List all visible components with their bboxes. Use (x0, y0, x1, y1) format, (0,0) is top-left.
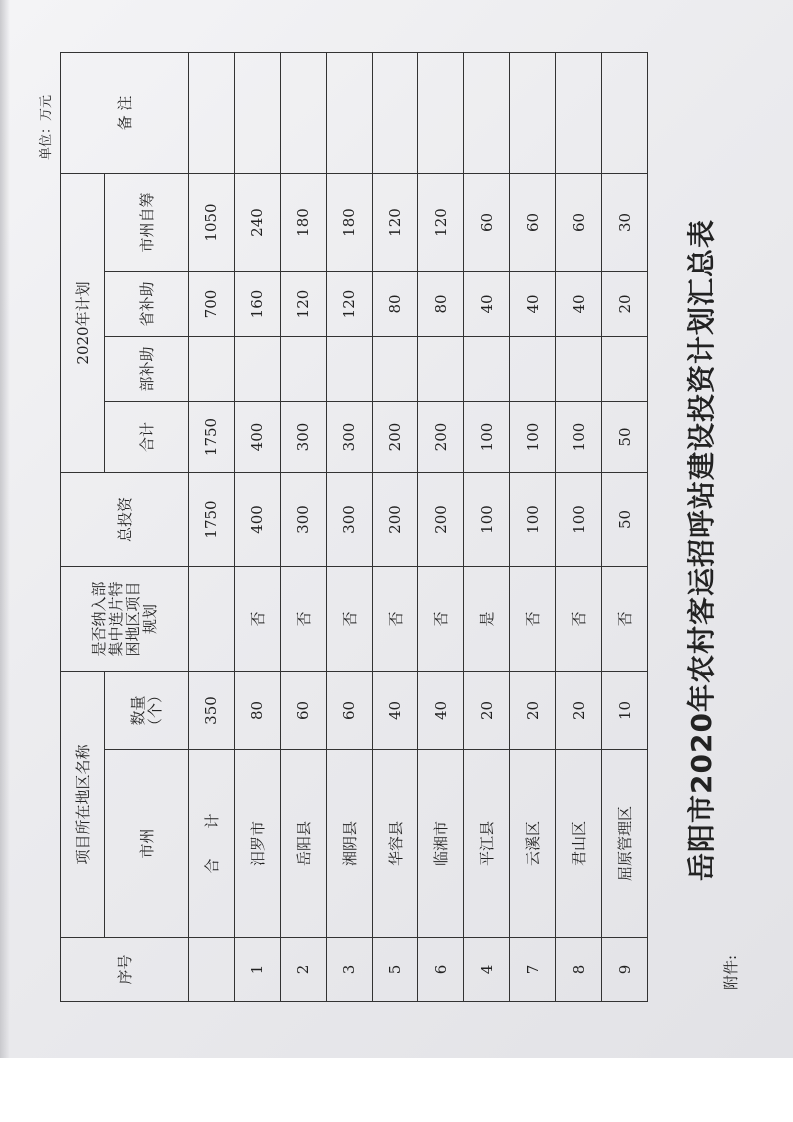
row-city-self-raised: 120 (372, 173, 418, 271)
row-province-subsidy: 40 (556, 271, 602, 336)
row-count: 20 (556, 671, 602, 749)
row-seq: 3 (326, 938, 372, 1002)
row-total-investment: 100 (510, 472, 556, 566)
page-edge-shadow (0, 0, 10, 1058)
row-count: 20 (464, 671, 510, 749)
table-row (602, 52, 648, 1001)
total-plan-total: 1750 (189, 401, 235, 472)
total-investment: 1750 (189, 472, 235, 566)
row-poverty: 否 (602, 566, 648, 671)
header-remarks: 备 注 (61, 52, 189, 173)
row-ministry-subsidy (510, 336, 556, 401)
total-label: 合 计 (189, 750, 235, 938)
row-plan-total: 100 (510, 401, 556, 472)
row-total-investment: 300 (326, 472, 372, 566)
row-total-investment: 300 (280, 472, 326, 566)
row-city-self-raised: 30 (602, 173, 648, 271)
row-seq: 1 (234, 938, 280, 1002)
row-city-self-raised: 60 (510, 173, 556, 271)
row-plan-total: 400 (234, 401, 280, 472)
row-city: 君山区 (556, 750, 602, 938)
header-region-group: 项目所在地区名称 (61, 671, 105, 937)
header-ministry-subsidy: 部补助 (105, 336, 189, 401)
table-row (326, 52, 372, 1001)
table-row (510, 52, 556, 1001)
row-ministry-subsidy (602, 336, 648, 401)
row-poverty: 否 (234, 566, 280, 671)
row-plan-total: 100 (464, 401, 510, 472)
row-poverty: 否 (372, 566, 418, 671)
row-plan-total: 200 (372, 401, 418, 472)
row-poverty: 否 (510, 566, 556, 671)
row-total-investment: 400 (234, 472, 280, 566)
row-city-self-raised: 120 (418, 173, 464, 271)
row-total-investment: 50 (602, 472, 648, 566)
attachment-label: 附件: (722, 954, 740, 990)
row-city-self-raised: 60 (464, 173, 510, 271)
row-remarks (326, 52, 372, 173)
table-row (418, 52, 464, 1001)
header-seq: 序号 (61, 938, 189, 1002)
row-city: 临湘市 (418, 750, 464, 938)
row-seq: 9 (602, 938, 648, 1002)
row-seq: 7 (510, 938, 556, 1002)
header-city-self-raised: 市州自筹 (105, 173, 189, 271)
table-row (556, 52, 602, 1001)
row-province-subsidy: 40 (510, 271, 556, 336)
row-poverty: 否 (280, 566, 326, 671)
row-city-self-raised: 60 (556, 173, 602, 271)
total-province-subsidy: 700 (189, 271, 235, 336)
table-row (372, 52, 418, 1001)
row-seq: 8 (556, 938, 602, 1002)
row-province-subsidy: 20 (602, 271, 648, 336)
row-total-investment: 200 (372, 472, 418, 566)
row-city-self-raised: 180 (326, 173, 372, 271)
row-remarks (556, 52, 602, 173)
row-remarks (510, 52, 556, 173)
row-plan-total: 300 (326, 401, 372, 472)
row-count: 10 (602, 671, 648, 749)
row-province-subsidy: 120 (326, 271, 372, 336)
row-city: 平江县 (464, 750, 510, 938)
row-seq: 5 (372, 938, 418, 1002)
row-ministry-subsidy (234, 336, 280, 401)
row-seq: 2 (280, 938, 326, 1002)
row-remarks (464, 52, 510, 173)
row-province-subsidy: 40 (464, 271, 510, 336)
total-remarks (189, 52, 235, 173)
total-city-self-raised: 1050 (189, 173, 235, 271)
total-ministry-subsidy (189, 336, 235, 401)
row-city: 岳阳县 (280, 750, 326, 938)
row-count: 20 (510, 671, 556, 749)
row-ministry-subsidy (418, 336, 464, 401)
row-remarks (280, 52, 326, 173)
row-city: 华容县 (372, 750, 418, 938)
row-poverty: 否 (418, 566, 464, 671)
row-city-self-raised: 180 (280, 173, 326, 271)
total-row (189, 52, 235, 1001)
row-count: 80 (234, 671, 280, 749)
row-city: 湘阴县 (326, 750, 372, 938)
header-plan-total: 合计 (105, 401, 189, 472)
row-ministry-subsidy (556, 336, 602, 401)
header-city: 市州 (105, 750, 189, 938)
row-total-investment: 100 (556, 472, 602, 566)
header-count: 数量（个） (105, 671, 189, 749)
row-remarks (602, 52, 648, 173)
row-city: 屈原管理区 (602, 750, 648, 938)
table-row (280, 52, 326, 1001)
row-count: 40 (418, 671, 464, 749)
row-city: 汨罗市 (234, 750, 280, 938)
table-row (234, 52, 280, 1001)
document-title: 岳阳市2020年农村客运招呼站建设投资计划汇总表 (685, 219, 718, 881)
row-total-investment: 200 (418, 472, 464, 566)
row-plan-total: 200 (418, 401, 464, 472)
total-count: 350 (189, 671, 235, 749)
row-remarks (372, 52, 418, 173)
row-poverty: 否 (326, 566, 372, 671)
row-province-subsidy: 80 (372, 271, 418, 336)
bottom-margin (0, 1058, 793, 1122)
row-province-subsidy: 120 (280, 271, 326, 336)
row-plan-total: 300 (280, 401, 326, 472)
row-ministry-subsidy (326, 336, 372, 401)
investment-plan-table (60, 52, 648, 1002)
row-plan-total: 100 (556, 401, 602, 472)
total-seq (189, 938, 235, 1002)
row-province-subsidy: 80 (418, 271, 464, 336)
row-poverty: 是 (464, 566, 510, 671)
row-ministry-subsidy (464, 336, 510, 401)
table-row (464, 52, 510, 1001)
row-seq: 4 (464, 938, 510, 1002)
row-plan-total: 50 (602, 401, 648, 472)
document-sheet (20, 50, 740, 1050)
row-ministry-subsidy (280, 336, 326, 401)
row-remarks (418, 52, 464, 173)
row-count: 60 (280, 671, 326, 749)
total-poverty (189, 566, 235, 671)
row-remarks (234, 52, 280, 173)
row-city: 云溪区 (510, 750, 556, 938)
row-city-self-raised: 240 (234, 173, 280, 271)
row-count: 40 (372, 671, 418, 749)
header-total-investment: 总投资 (61, 472, 189, 566)
row-poverty: 否 (556, 566, 602, 671)
row-province-subsidy: 160 (234, 271, 280, 336)
row-seq: 6 (418, 938, 464, 1002)
header-province-subsidy: 省补助 (105, 271, 189, 336)
row-total-investment: 100 (464, 472, 510, 566)
header-plan-group: 2020年计划 (61, 173, 105, 472)
header-poverty: 是否纳入部集中连片特困地区项目规划 (61, 566, 189, 671)
unit-label: 单位：万元 (39, 94, 54, 160)
row-ministry-subsidy (372, 336, 418, 401)
row-count: 60 (326, 671, 372, 749)
